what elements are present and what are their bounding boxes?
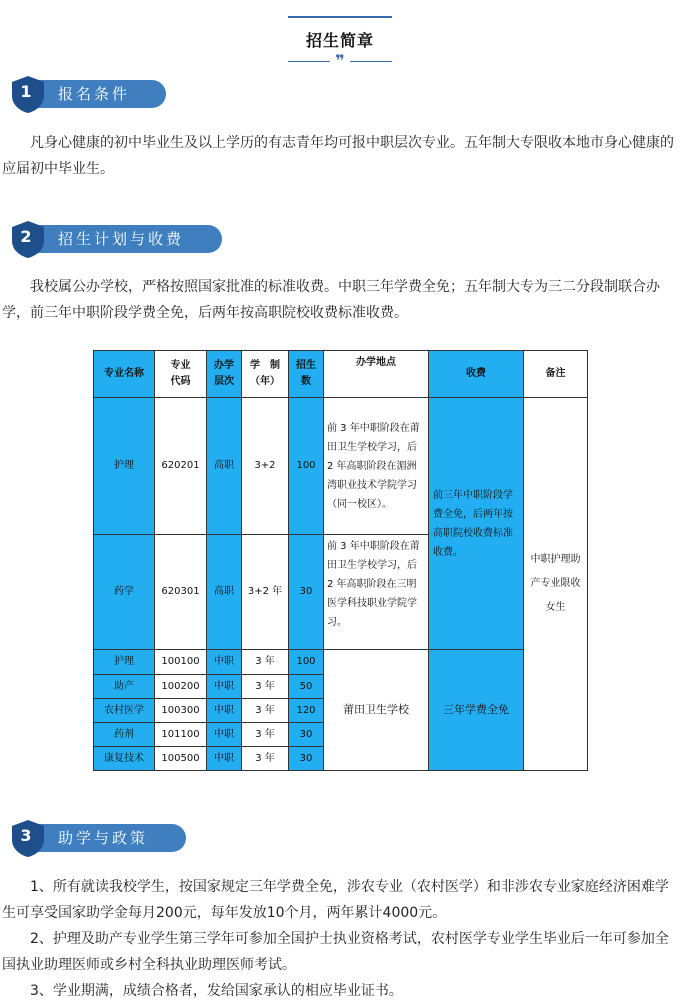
section-3-label: 助学与政策 bbox=[58, 829, 149, 847]
cell-level: 中职 bbox=[207, 747, 242, 771]
header-major: 专业名称 bbox=[94, 351, 155, 398]
section-1-header bbox=[8, 74, 168, 114]
cell-level: 中职 bbox=[207, 699, 242, 723]
title-rule-right bbox=[350, 61, 392, 62]
header-fee: 收费 bbox=[429, 351, 524, 398]
cell-major: 护理 bbox=[94, 398, 155, 535]
section-2-text: 我校属公办学校，严格按照国家批准的标准收费。中职三年学费全免；五年制大专为三二分段制联合办学，前三年中职阶段学费全免，后两年按高职院校收费标准收费。 bbox=[2, 279, 660, 321]
cell-quota: 30 bbox=[289, 723, 324, 747]
policy-item-3: 3、学业期满，成绩合格者，发给国家承认的相应毕业证书。 bbox=[30, 983, 403, 999]
cell-quota: 100 bbox=[289, 398, 324, 535]
cell-years: 3 年 bbox=[242, 675, 289, 699]
cell-location: 前 3 年中职阶段在莆田卫生学校学习，后 2 年高职阶段在湄洲湾职业技术学院学习（同一校区）。 bbox=[324, 398, 429, 535]
cell-years: 3 年 bbox=[242, 650, 289, 675]
cell-code: 620301 bbox=[155, 535, 207, 650]
cell-quota: 30 bbox=[289, 535, 324, 650]
section-3-bar bbox=[36, 824, 186, 852]
cell-location: 莆田卫生学校 bbox=[324, 650, 429, 771]
header-note: 备注 bbox=[524, 351, 588, 398]
cell-code: 100100 bbox=[155, 650, 207, 675]
cell-fee: 三年学费全免 bbox=[429, 650, 524, 771]
cell-quota: 30 bbox=[289, 747, 324, 771]
cell-major: 农村医学 bbox=[94, 699, 155, 723]
cell-location: 前 3 年中职阶段在莆田卫生学校学习，后 2 年高职阶段在三明医学科技职业学院学习。 bbox=[324, 535, 429, 650]
section-1-label: 报名条件 bbox=[58, 85, 131, 103]
cell-quota: 100 bbox=[289, 650, 324, 675]
cell-level: 高职 bbox=[207, 398, 242, 535]
table-row bbox=[94, 398, 588, 535]
cell-code: 100300 bbox=[155, 699, 207, 723]
table-row bbox=[94, 650, 588, 675]
cell-years: 3+2 年 bbox=[242, 535, 289, 650]
cell-code: 620201 bbox=[155, 398, 207, 535]
page-title-block bbox=[288, 16, 392, 71]
cell-level: 中职 bbox=[207, 650, 242, 675]
cell-code: 100500 bbox=[155, 747, 207, 771]
section-2-number: 2 bbox=[20, 227, 32, 246]
section-1-number: 1 bbox=[20, 82, 32, 101]
quote-icon: ❞ bbox=[335, 51, 345, 70]
cell-major: 护理 bbox=[94, 650, 155, 675]
cell-years: 3+2 bbox=[242, 398, 289, 535]
cell-major: 康复技术 bbox=[94, 747, 155, 771]
cell-major: 药剂 bbox=[94, 723, 155, 747]
section-3-header bbox=[8, 818, 168, 858]
fee-table bbox=[93, 350, 588, 771]
title-bottom-ornament bbox=[288, 51, 392, 71]
cell-note: 中职护理助产专业限收女生 bbox=[524, 398, 588, 771]
cell-code: 100200 bbox=[155, 675, 207, 699]
section-3-number: 3 bbox=[20, 826, 32, 845]
section-2-label: 招生计划与收费 bbox=[58, 230, 185, 248]
cell-major: 助产 bbox=[94, 675, 155, 699]
table-header-row bbox=[94, 351, 588, 398]
policy-item-2: 2、护理及助产专业学生第三学年可参加全国护士执业资格考试，农村医学专业学生毕业后一年可参加全国执业助理医师或乡村全科执业助理医师考试。 bbox=[2, 931, 669, 973]
cell-code: 101100 bbox=[155, 723, 207, 747]
header-level: 办学 层次 bbox=[207, 351, 242, 398]
cell-level: 中职 bbox=[207, 675, 242, 699]
cell-years: 3 年 bbox=[242, 699, 289, 723]
title-rule-left bbox=[288, 61, 330, 62]
header-years: 学 制 （年） bbox=[242, 351, 289, 398]
header-code: 专业 代码 bbox=[155, 351, 207, 398]
header-location: 办学地点 bbox=[324, 351, 429, 398]
cell-years: 3 年 bbox=[242, 747, 289, 771]
header-quota: 招生 数 bbox=[289, 351, 324, 398]
section-2-bar bbox=[36, 225, 222, 253]
cell-fee: 前三年中职阶段学费全免，后两年按高职院校收费标准收费。 bbox=[429, 398, 524, 650]
cell-years: 3 年 bbox=[242, 723, 289, 747]
cell-quota: 120 bbox=[289, 699, 324, 723]
cell-quota: 50 bbox=[289, 675, 324, 699]
cell-major: 药学 bbox=[94, 535, 155, 650]
section-1-bar bbox=[36, 80, 166, 108]
section-1-text: 凡身心健康的初中毕业生及以上学历的有志青年均可报中职层次专业。五年制大专限收本地市身心健康的应届初中毕业生。 bbox=[2, 135, 674, 177]
cell-level: 中职 bbox=[207, 723, 242, 747]
cell-level: 高职 bbox=[207, 535, 242, 650]
policy-item-1: 1、所有就读我校学生，按国家规定三年学费全免，涉农专业（农村医学）和非涉农专业家庭经济困难学生可享受国家助学金每月200元，每年发放10个月，两年累计4000元。 bbox=[2, 879, 669, 921]
page-title: 招生简章 bbox=[305, 31, 374, 50]
title-top-rule bbox=[288, 16, 392, 18]
section-2-header bbox=[8, 219, 185, 259]
